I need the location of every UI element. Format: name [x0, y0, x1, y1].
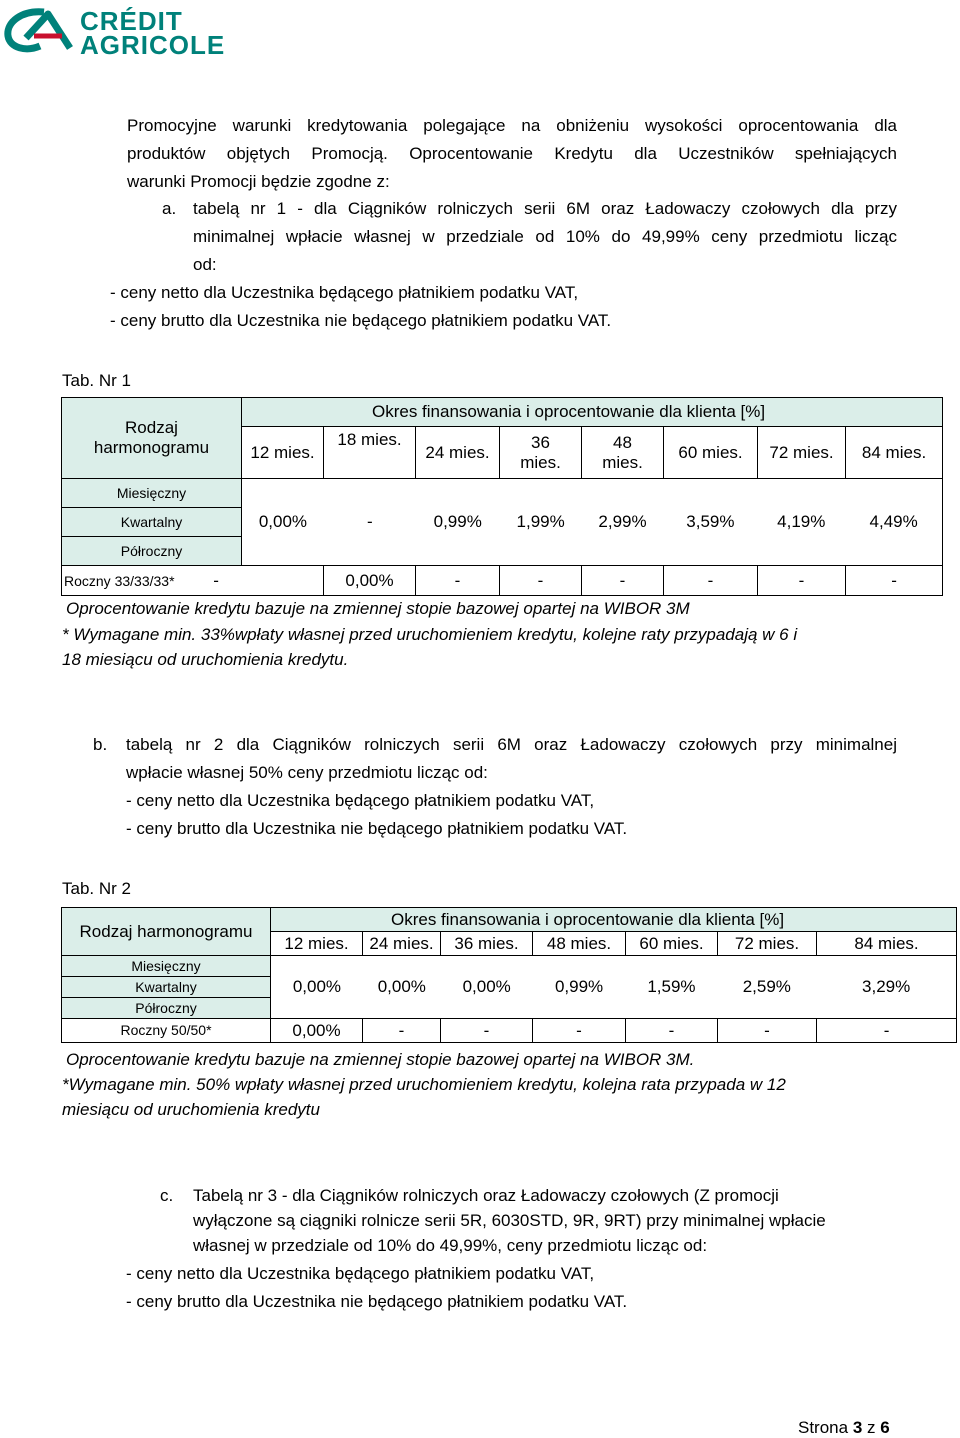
intro-line-2: produktów objętych Promocją. Oprocentowanie Kredytu dla Uczestników spełniających [127, 144, 897, 163]
table1-annual-label-text: Roczny 33/33/33* [64, 572, 175, 589]
table1-rate: - [367, 512, 373, 532]
table2-rates-cell [271, 956, 957, 1019]
table2-note-line-1: *Wymagane min. 50% wpłaty własnej przed uruchomieniem kredytu, kolejna rata przypada w 12 [62, 1075, 786, 1094]
section-a-marker: a. [162, 199, 177, 218]
table1-annual-value: - [500, 566, 582, 596]
section-c-price-brutto: - ceny brutto dla Uczestnika nie będącego płatnikiem podatku VAT. [126, 1292, 628, 1311]
table1-note-wibor: Oprocentowanie kredytu bazuje na zmiennej stopie bazowej opartej na WIBOR 3M [66, 599, 690, 618]
table1-rate: 4,49% [869, 512, 918, 532]
table1 [61, 397, 943, 596]
table2-period: 12 mies. [271, 932, 363, 956]
logo-line2: AGRICOLE [80, 30, 226, 60]
table2-rate: 3,29% [862, 977, 911, 997]
table2-annual-value: - [533, 1019, 626, 1043]
table2-period: 72 mies. [718, 932, 817, 956]
table1-rate: 3,59% [686, 512, 735, 532]
intro-line-3: warunki Promocji będzie zgodne z: [127, 172, 390, 191]
section-c-marker: c. [160, 1186, 174, 1205]
table2-rate: 1,59% [647, 977, 696, 997]
intro-line-1: Promocyjne warunki kredytowania polegające na obniżeniu wysokości oprocentowania dla [127, 116, 897, 135]
table2-period-header: Okres finansowania i oprocentowanie dla klienta [%] [271, 908, 957, 932]
table1-annual-value: 0,00% [324, 566, 416, 596]
table2-rate: 0,00% [377, 977, 426, 997]
table1-period-header: Okres finansowania i oprocentowanie dla klienta [%] [242, 398, 943, 427]
page-number-current: 3 [852, 1418, 863, 1437]
table2-period: 48 mies. [533, 932, 626, 956]
table2-note-wibor: Oprocentowanie kredytu bazuje na zmiennej stopie bazowej opartej na WIBOR 3M. [66, 1050, 695, 1069]
section-a-line-3: od: [193, 255, 217, 274]
table2-note-line-2: miesiącu od uruchomienia kredytu [62, 1100, 320, 1119]
table1-rate: 0,99% [433, 512, 482, 532]
table2-annual-label: Roczny 50/50* [62, 1019, 271, 1043]
section-c-line-1: Tabelą nr 3 - dla Ciągników rolniczych oraz Ładowaczy czołowych (Z promocji [193, 1186, 779, 1205]
table1-row-type: Miesięczny [62, 479, 242, 508]
table1-period: 18 mies. [324, 427, 416, 479]
table1-period: 84 mies. [846, 427, 943, 479]
table2-annual-value: - [817, 1019, 957, 1043]
table1-period: 48 mies. [582, 427, 664, 479]
table1-period: 72 mies. [758, 427, 846, 479]
section-a-price-brutto: - ceny brutto dla Uczestnika nie będącego płatnikiem podatku VAT. [110, 311, 612, 330]
section-c-line-3: własnej w przedziale od 10% do 49,99%, ceny przedmiotu licząc od: [193, 1236, 708, 1255]
logo-line1: CRÉDIT [80, 6, 183, 36]
table2-period: 84 mies. [817, 932, 957, 956]
table1-row-type: Półroczny [62, 537, 242, 566]
credit-agricole-logo-icon [4, 8, 74, 54]
table1-rates-cell [242, 479, 943, 566]
table2-annual-value: - [718, 1019, 817, 1043]
table2-period: 24 mies. [363, 932, 441, 956]
table2-row-type: Półroczny [62, 998, 271, 1019]
table1-annual-value: - [582, 566, 664, 596]
table2-rate: 2,59% [742, 977, 791, 997]
table1-period: 36 mies. [500, 427, 582, 479]
section-a-line-2: minimalnej wpłacie własnej w przedziale od 10% do 49,99% ceny przedmiotu licząc [193, 227, 897, 246]
table2-rate: 0,00% [462, 977, 511, 997]
table2-annual-value: 0,00% [271, 1019, 363, 1043]
table2 [61, 907, 957, 1043]
page-number [798, 1418, 890, 1438]
logo [0, 0, 240, 60]
table1-rate: 1,99% [516, 512, 565, 532]
section-b-line-1: tabelą nr 2 dla Ciągników rolniczych serii 6M oraz Ładowaczy czołowych przy minimalnej [126, 735, 897, 754]
table2-annual-value: - [626, 1019, 718, 1043]
table2-annual-value: - [363, 1019, 441, 1043]
table1-rate: 4,19% [777, 512, 826, 532]
table2-row-type: Kwartalny [62, 977, 271, 998]
table1-row-type: Kwartalny [62, 508, 242, 537]
page-number-total: 6 [880, 1418, 890, 1437]
page-number-of: z [862, 1418, 881, 1437]
table1-period: 60 mies. [664, 427, 758, 479]
table1-rate: 0,00% [258, 512, 308, 532]
table2-annual-value: - [441, 1019, 533, 1043]
table1-annual-value: - [664, 566, 758, 596]
section-b-marker: b. [93, 735, 108, 754]
table2-caption: Tab. Nr 2 [62, 879, 131, 898]
table1-rate: 2,99% [598, 512, 647, 532]
table2-rate: 0,99% [554, 977, 604, 997]
table1-note-line-1: * Wymagane min. 33%wpłaty własnej przed uruchomieniem kredytu, kolejne raty przypadają w 6 i [62, 625, 798, 644]
section-a-price-netto: - ceny netto dla Uczestnika będącego płatnikiem podatku VAT, [110, 283, 579, 302]
section-c-price-netto: - ceny netto dla Uczestnika będącego płatnikiem podatku VAT, [126, 1264, 595, 1283]
table1-type-header: Rodzaj harmonogramu [62, 398, 242, 479]
section-b-line-2: wpłacie własnej 50% ceny przedmiotu licząc od: [126, 763, 488, 782]
table2-rate: 0,00% [292, 977, 342, 997]
table2-row-type: Miesięczny [62, 956, 271, 977]
table2-period: 36 mies. [441, 932, 533, 956]
table1-period: 12 mies. [242, 427, 324, 479]
page-number-prefix: Strona [798, 1418, 853, 1437]
section-b-price-netto: - ceny netto dla Uczestnika będącego płatnikiem podatku VAT, [126, 791, 595, 810]
table1-annual-label [62, 566, 324, 596]
table1-annual-value: - [846, 566, 943, 596]
section-b-price-brutto: - ceny brutto dla Uczestnika nie będącego płatnikiem podatku VAT. [126, 819, 628, 838]
table2-type-header: Rodzaj harmonogramu [62, 908, 271, 956]
section-a-line-1: tabelą nr 1 - dla Ciągników rolniczych serii 6M oraz Ładowaczy czołowych dla przy [193, 199, 897, 218]
table1-annual-value: - [758, 566, 846, 596]
table1-annual-value: - [213, 570, 219, 590]
table1-caption: Tab. Nr 1 [62, 371, 131, 390]
table1-period: 24 mies. [416, 427, 500, 479]
table2-period: 60 mies. [626, 932, 718, 956]
table1-annual-value: - [416, 566, 500, 596]
table1-note-line-2: 18 miesiącu od uruchomienia kredytu. [62, 650, 349, 669]
section-c-line-2: wyłączone są ciągniki rolnicze serii 5R, 6030STD, 9R, 9RT) przy minimalnej wpłacie [193, 1211, 826, 1230]
